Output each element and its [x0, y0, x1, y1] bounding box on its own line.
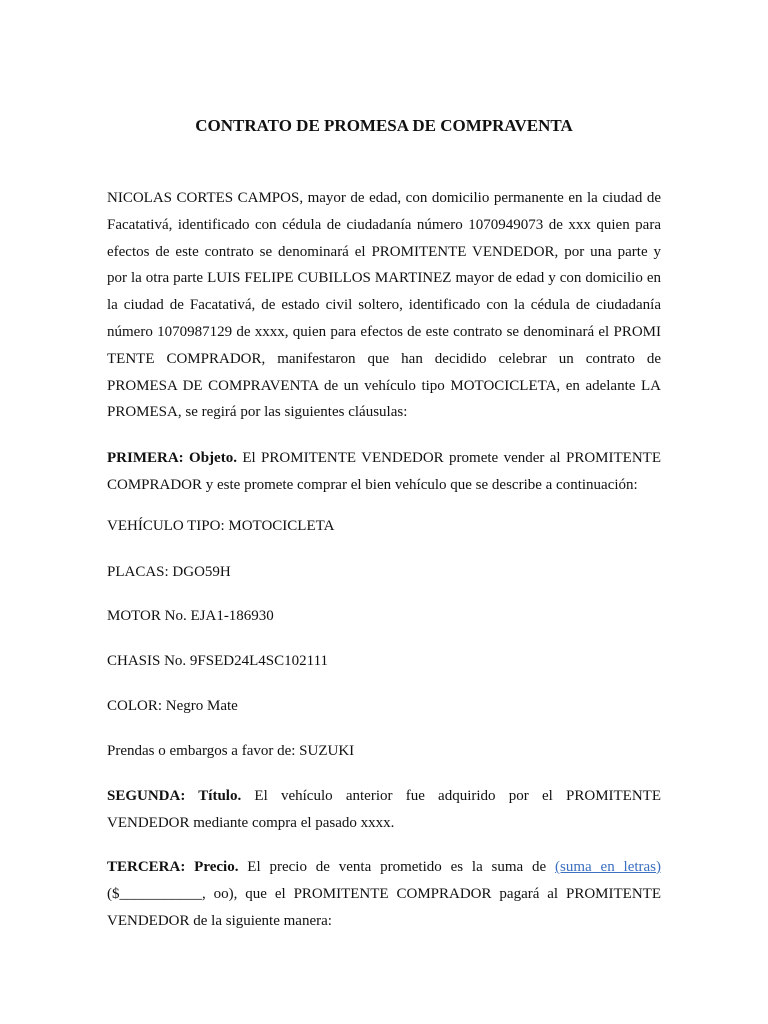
clause-line: VENDEDOR mediante compra el pasado xxxx.	[107, 814, 395, 831]
intro-line: efectos de este contrato se denominará el PROMITENTE VENDEDOR, por una parte y	[107, 243, 661, 260]
clause-line: VENDEDOR de la siguiente manera:	[107, 912, 332, 929]
clause-text: El vehículo anterior fue adquirido por el PROMITENTE	[241, 788, 662, 804]
clause-text: El precio de venta prometido es la suma de	[238, 859, 556, 875]
clause-line: ($___________, oo), que el PROMITENTE COMPRADOR pagará al PROMITENTE	[107, 885, 661, 902]
clause-line: COMPRADOR y este promete comprar el bien vehículo que se describe a continuación:	[107, 476, 638, 493]
clause-heading: SEGUNDA: Título.	[107, 788, 242, 804]
clause-heading: TERCERA: Precio.	[107, 859, 239, 875]
clause-text: El PROMITENTE VENDEDOR promete vender al PROMITENTE	[236, 450, 661, 466]
vehicle-plates: PLACAS: DGO59H	[107, 564, 231, 580]
intro-line: PROMESA DE COMPRAVENTA de un vehículo tipo MOTOCICLETA, en adelante LA	[107, 377, 661, 394]
clause-line	[107, 445, 661, 472]
vehicle-chassis: CHASIS No. 9FSED24L4SC102111	[107, 653, 329, 669]
intro-paragraph	[107, 185, 661, 426]
vehicle-liens: Prendas o embargos a favor de: SUZUKI	[107, 743, 355, 759]
document-title: CONTRATO DE PROMESA DE COMPRAVENTA	[195, 116, 573, 135]
intro-line: número 1070987129 de xxxx, quien para efectos de este contrato se denominará el PROMI	[107, 323, 661, 340]
intro-line: NICOLAS CORTES CAMPOS, mayor de edad, con domicilio permanente en la ciudad de	[107, 190, 661, 206]
clause-segunda	[107, 783, 661, 837]
clause-tercera	[107, 854, 661, 934]
clause-heading: PRIMERA: Objeto.	[107, 450, 237, 466]
clause-line	[107, 783, 661, 810]
intro-line: PROMESA, se regirá por las siguientes cláusulas:	[107, 404, 408, 421]
intro-line: TENTE COMPRADOR, manifestaron que han decidido celebrar un contrato de	[107, 350, 661, 367]
intro-line: Facatativá, identificado con cédula de ciudadanía número 1070949073 de xxx quien para	[107, 216, 661, 233]
clause-line	[107, 854, 661, 881]
intro-line: por la otra parte LUIS FELIPE CUBILLOS MARTINEZ mayor de edad y con domicilio en	[107, 270, 661, 287]
clause-primera	[107, 445, 661, 499]
vehicle-type: VEHÍCULO TIPO: MOTOCICLETA	[107, 518, 335, 534]
intro-line: la ciudad de Facatativá, de estado civil soltero, identificado con la cédula de ciudadanía	[107, 297, 661, 314]
vehicle-color: COLOR: Negro Mate	[107, 698, 238, 714]
price-in-words-link[interactable]: (suma en letras)	[555, 859, 662, 875]
vehicle-engine: MOTOR No. EJA1-186930	[107, 608, 274, 624]
